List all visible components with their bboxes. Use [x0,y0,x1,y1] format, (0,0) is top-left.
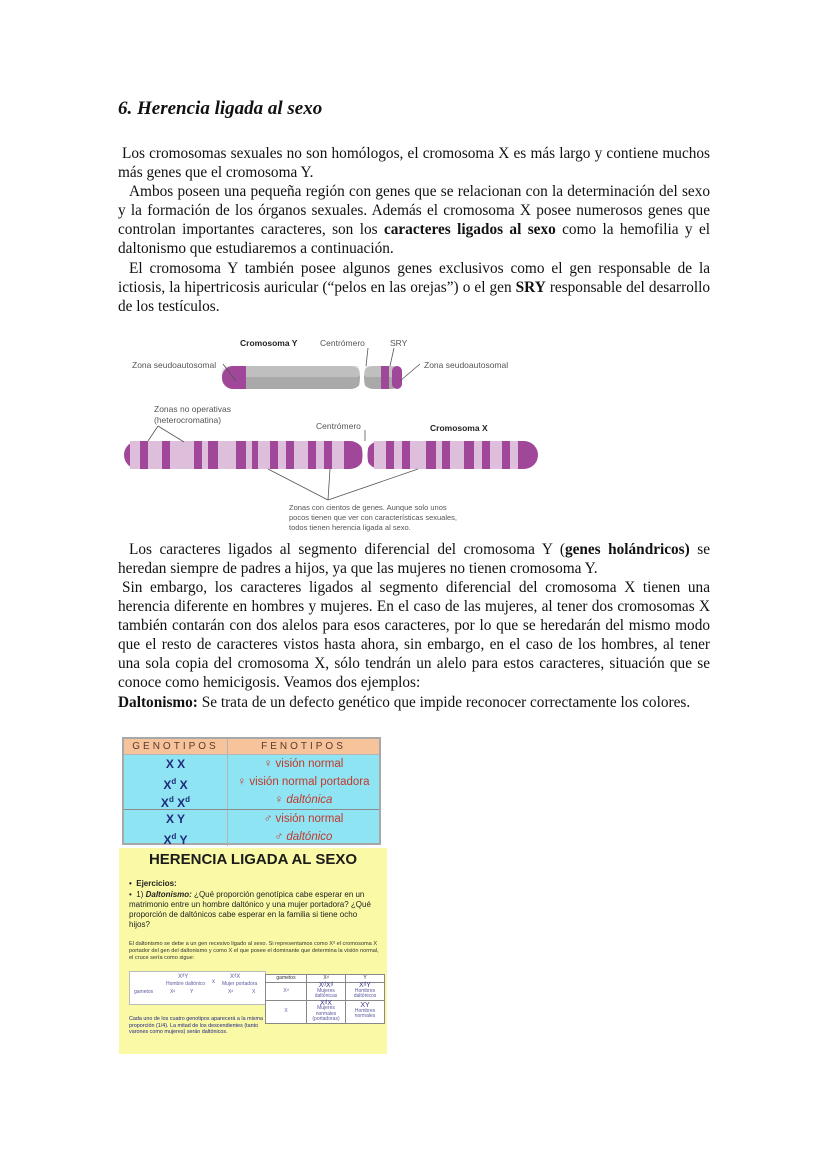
table-row: X Y ♂ visión normal [124,810,379,828]
cross-diagram: XᵈY Hombre daltónico x XᵈX Mujer portadora gametos Xᵈ Y Xᵈ X [129,971,266,1005]
label-cromosoma-y: Cromosoma Y [240,338,298,348]
chromosome-figure [118,332,538,542]
bold-genes-holandricos: genes holándricos) [564,541,690,558]
label-genes-1: Zonas con cientos de genes. Aunque solo unos [289,503,447,512]
label-seudo-left: Zona seudoautosomal [132,360,217,370]
label-no-operativas-2: (heterocromatina) [154,415,222,425]
label-genes-3: todos tienen herencia ligada al sexo. [289,523,411,532]
paragraph-3: El cromosoma Y también posee algunos genes exclusivos como el gen responsable de la ictiosis, la hipertricosis auricular (“pelos en las orejas”) o el gen SRY responsable del desarrollo de los testículos. [118,260,711,316]
female-group [124,755,379,810]
slide-conclusion: Cada uno de los cuatro genotipos aparecerá a la misma proporción (1/4). La mitad de los descendientes (tanto varones como mujeres) serán daltónicos. [129,1016,263,1036]
label-genes-2: pocos tienen que ver con características sexuales, [289,513,458,522]
slide-ejercicios: • Ejercicios: [129,879,177,888]
table-row: $X^d$ Y ♂ daltónico [124,828,379,846]
label-sry: SRY [390,338,408,348]
paragraph-1: Los cromosomas sexuales no son homólogos, el cromosoma X es más largo y contiene muchos más genes que el cromosoma Y. [118,145,710,182]
label-no-operativas-1: Zonas no operativas [154,404,232,414]
table-row: X X ♀ visión normal [124,755,379,773]
slide-exercise-1: • 1) Daltonismo: ¿Qué proporción genotípica cabe esperar en un matrimonio entre un hombre daltónico y una mujer portadora? ¿Qué proporción de daltónicos cabe esperar en la familia si tiene ocho hijos? [129,890,371,929]
table-row: $X^d$ $X^d$ ♀ daltónica [124,791,379,809]
slide-title: HERENCIA LIGADA AL SEXO [148,851,358,868]
bold-caracteres-ligados: caracteres ligados al sexo [383,221,556,239]
punnett-square: gametos Xᵈ Y Xᵈ XᵈXᵈ Mujeres daltónicas XᵈY Hombres daltónicos X XᵈX Mujeres normales (portadoras) XY Hombres normales [265,974,385,1024]
chromosome-x [124,441,538,469]
paragraph-2: Ambos poseen una pequeña región con genes que se relacionan con la determinación del sexo y la formación de los órganos sexuales. Además el cromosoma X posee numerosos genes que controlan importantes caracteres, son los caracteres ligados al sexo como la hemofilia y el daltonismo que estudiaremos a continuación. [118,183,710,258]
label-centromero-y: Centrómero [320,338,365,348]
genotype-table [122,737,381,845]
herencia-slide [119,848,387,1054]
genotype-table-header [124,739,379,755]
paragraph-4: Los caracteres ligados al segmento diferencial del cromosoma Y (genes holándricos) se heredan siempre de padres a hijos, ya que las mujeres no tienen cromosoma Y. [118,541,710,578]
section-title: 6. Herencia ligada al sexo [118,98,323,119]
label-centromero-x: Centrómero [316,421,361,431]
header-genotipos: GENOTIPOS [124,739,228,754]
paragraph-5: Sin embargo, los caracteres ligados al segmento diferencial del cromosoma X tienen una herencia diferente en hombres y mujeres. En el caso de las mujeres, al tener dos cromosomas X también contarán con dos alelos para esos caracteres, por lo que se heredarán del mismo modo que el resto de caracteres vistos hasta ahora, sin embargo, en el caso de los hombres, al tener una sola copia del cromosoma X, sólo tendrán un alelo para estos caracteres, situación que se conoce como hemicigosis. Veamos dos ejemplos: [118,579,710,692]
paragraph-daltonismo: Daltonismo: Se trata de un defecto genético que impide reconocer correctamente los colores. [118,694,691,711]
label-seudo-right: Zona seudoautosomal [424,360,509,370]
bold-daltonismo: Daltonismo: [118,694,198,711]
bold-sry: SRY [515,279,546,297]
male-group [124,810,379,846]
header-fenotipos: FENOTIPOS [261,741,346,752]
chromosome-y [222,366,402,389]
slide-explanation: El daltonismo se debe a un gen recesivo ligado al sexo. Si representamos como Xᵈ el cromosoma X portador del gen del daltonismo y como X el que posee el dominante que determina la visión normal, el cruce sería como sigue: [129,941,379,961]
label-cromosoma-x: Cromosoma X [430,423,488,433]
table-row: $X^d$ X ♀ visión normal portadora [124,773,379,791]
